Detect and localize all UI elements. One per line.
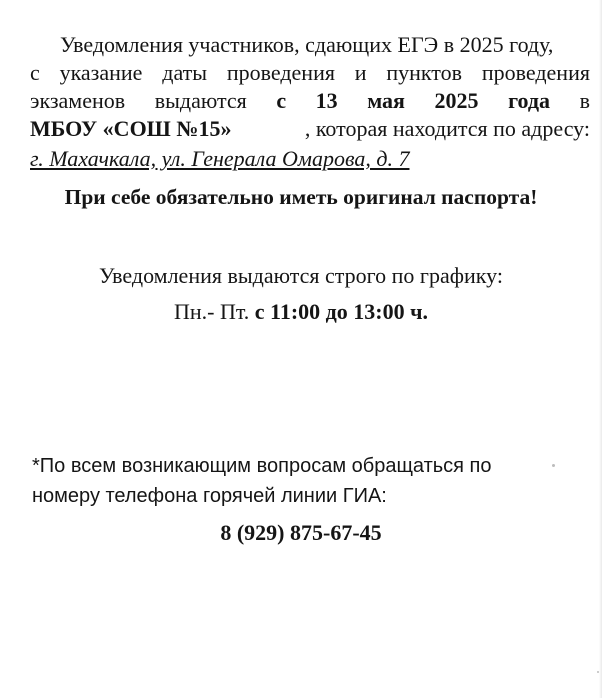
- paragraph1-line2: [30, 59, 590, 87]
- word: в: [579, 88, 590, 113]
- word: даты: [162, 60, 208, 85]
- word: и: [354, 60, 367, 85]
- contact-line2: номеру телефона горячей линии ГИА:: [32, 485, 387, 507]
- word: проведения: [226, 60, 335, 85]
- school-address: г. Махачкала, ул. Генерала Омарова, д. 7: [30, 146, 410, 171]
- hotline-phone: 8 (929) 875-67-45: [220, 520, 382, 545]
- date-word: 13: [315, 88, 338, 113]
- contact-line1: *По всем возникающим вопросам обращаться по: [32, 455, 492, 477]
- date-word: с: [276, 88, 287, 113]
- schedule-times: [0, 298, 602, 326]
- word: экзаменов: [30, 88, 126, 113]
- schedule-days: Пн.- Пт.: [173, 299, 250, 324]
- scan-speck: [552, 464, 555, 467]
- word: проведения: [481, 60, 590, 85]
- date-word: 2025: [434, 88, 479, 113]
- date-word: года: [508, 88, 551, 113]
- address-intro: , которая находится по адресу:: [304, 116, 590, 141]
- word: указание: [59, 60, 143, 85]
- paragraph1-line3: [30, 87, 590, 115]
- word: пунктов: [386, 60, 463, 85]
- word: с: [30, 60, 40, 85]
- paragraph1-line4: [30, 115, 590, 143]
- passport-notice: При себе обязательно иметь оригинал паспорта!: [64, 185, 538, 209]
- date-word: мая: [367, 88, 405, 113]
- schedule-hours: с 11:00 до 13:00 ч.: [254, 299, 429, 324]
- paragraph1-line1: Уведомления участников, сдающих ЕГЭ в 2025 году,: [60, 32, 554, 57]
- school-name: МБОУ «СОШ №15»: [30, 116, 232, 141]
- schedule-heading: Уведомления выдаются строго по графику:: [99, 263, 503, 288]
- word: выдаются: [154, 88, 247, 113]
